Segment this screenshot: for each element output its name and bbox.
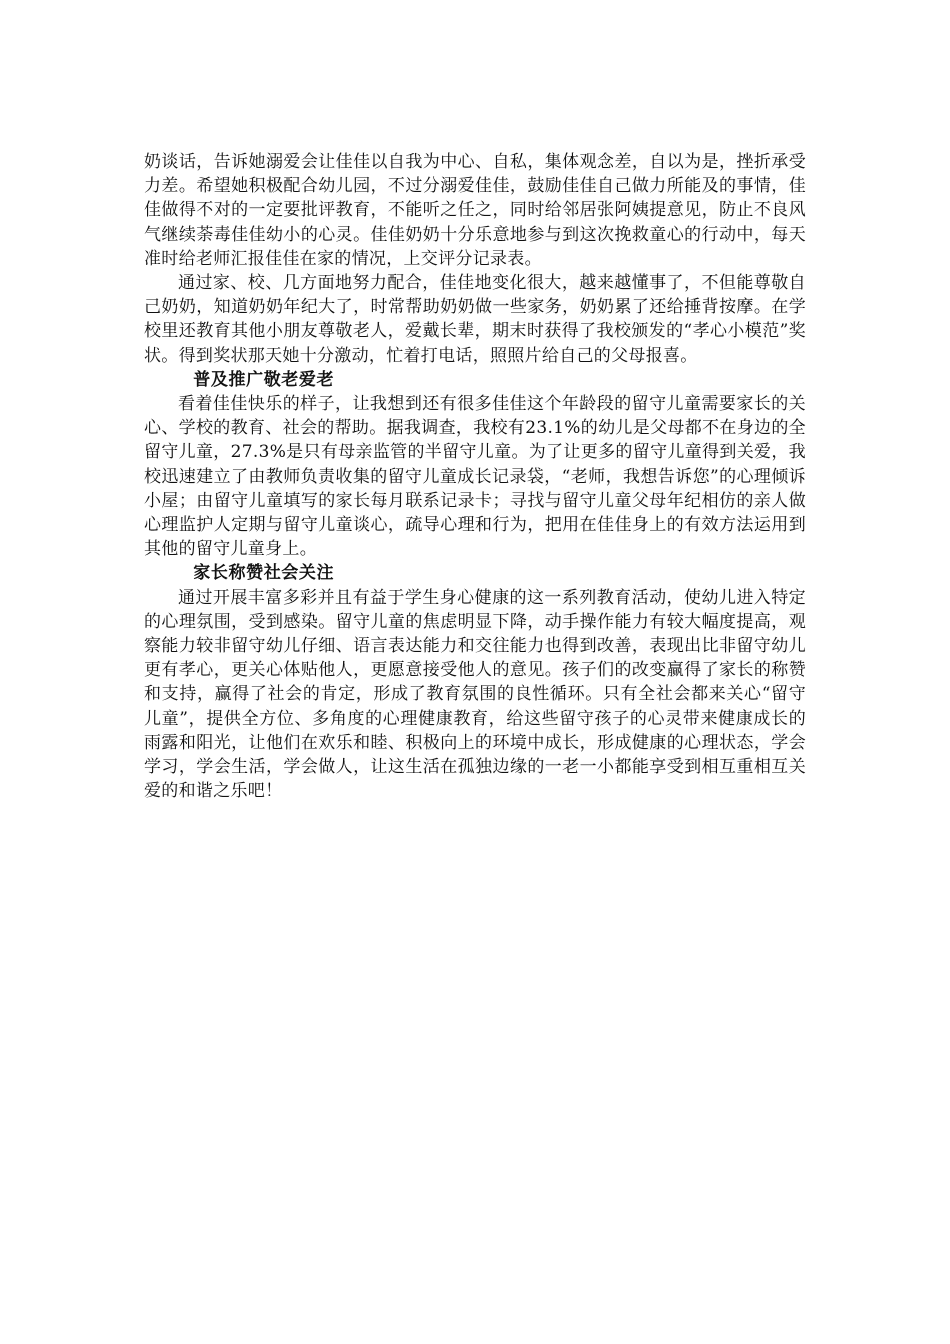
paragraph-continued: 奶谈话，告诉她溺爱会让佳佳以自我为中心、自私，集体观念差，自以为是，挫折承受力差。希望她积极配合幼儿园，不过分溺爱佳佳，鼓励佳佳自己做力所能及的事情，佳佳做得不对的一定要批评教育，不能听之任之，同时给邻居张阿姨提意见，防止不良风气继续荼毒佳佳幼小的心灵。佳佳奶奶十分乐意地参与到这次挽救童心的行动中，每天准时给老师汇报佳佳在家的情况，上交评分记录表。: [144, 152, 806, 269]
section-heading-promote: 普及推广敬老爱老: [193, 369, 335, 390]
document-page: [144, 150, 806, 803]
paragraph-praise: 通过开展丰富多彩并且有益于学生身心健康的这一系列教育活动，使幼儿进入特定的心理氛围，受到感染。留守儿童的焦虑明显下降，动手操作能力有较大幅度提高，观察能力较非留守幼儿仔细、语言表达能力和交往能力也得到改善，表现出比非留守幼儿更有孝心，更关心体贴他人，更愿意接受他人的意见。孩子们的改变赢得了家长的称赞和支持，赢得了社会的肯定，形成了教育氛围的良性循环。只有全社会都来关心“留守儿童”，提供全方位、多角度的心理健康教育，给这些留守孩子的心灵带来健康成长的雨露和阳光，让他们在欢乐和睦、积极向上的环境中成长，形成健康的心理状态，学会学习，学会生活，学会做人，让这生活在孤独边缘的一老一小都能享受到相互重相互关爱的和谐之乐吧！: [144, 587, 806, 802]
paragraph-promote: 看着佳佳快乐的样子，让我想到还有很多佳佳这个年龄段的留守儿童需要家长的关心、学校的教育、社会的帮助。据我调查，我校有23.1%的幼儿是父母都不在身边的全留守儿童，27.3%是只有母亲监管的半留守儿童。为了让更多的留守儿童得到关爱，我校迅速建立了由教师负责收集的留守儿童成长记录袋，“老师，我想告诉您”的心理倾诉小屋；由留守儿童填写的家长每月联系记录卡；寻找与留守儿童父母年纪相仿的亲人做心理监护人定期与留守儿童谈心，疏导心理和行为，把用在佳佳身上的有效方法运用到其他的留守儿童身上。: [144, 394, 806, 560]
section-heading-praise: 家长称赞社会关注: [193, 563, 335, 584]
paragraph-result: 通过家、校、几方面地努力配合，佳佳地变化很大，越来越懂事了，不但能尊敬自己奶奶，知道奶奶年纪大了，时常帮助奶奶做一些家务，奶奶累了还给捶背按摩。在学校里还教育其他小朋友尊敬老人，爱戴长辈，期末时获得了我校颁发的“孝心小模范”奖状。得到奖状那天她十分激动，忙着打电话，照照片给自己的父母报喜。: [144, 273, 806, 366]
